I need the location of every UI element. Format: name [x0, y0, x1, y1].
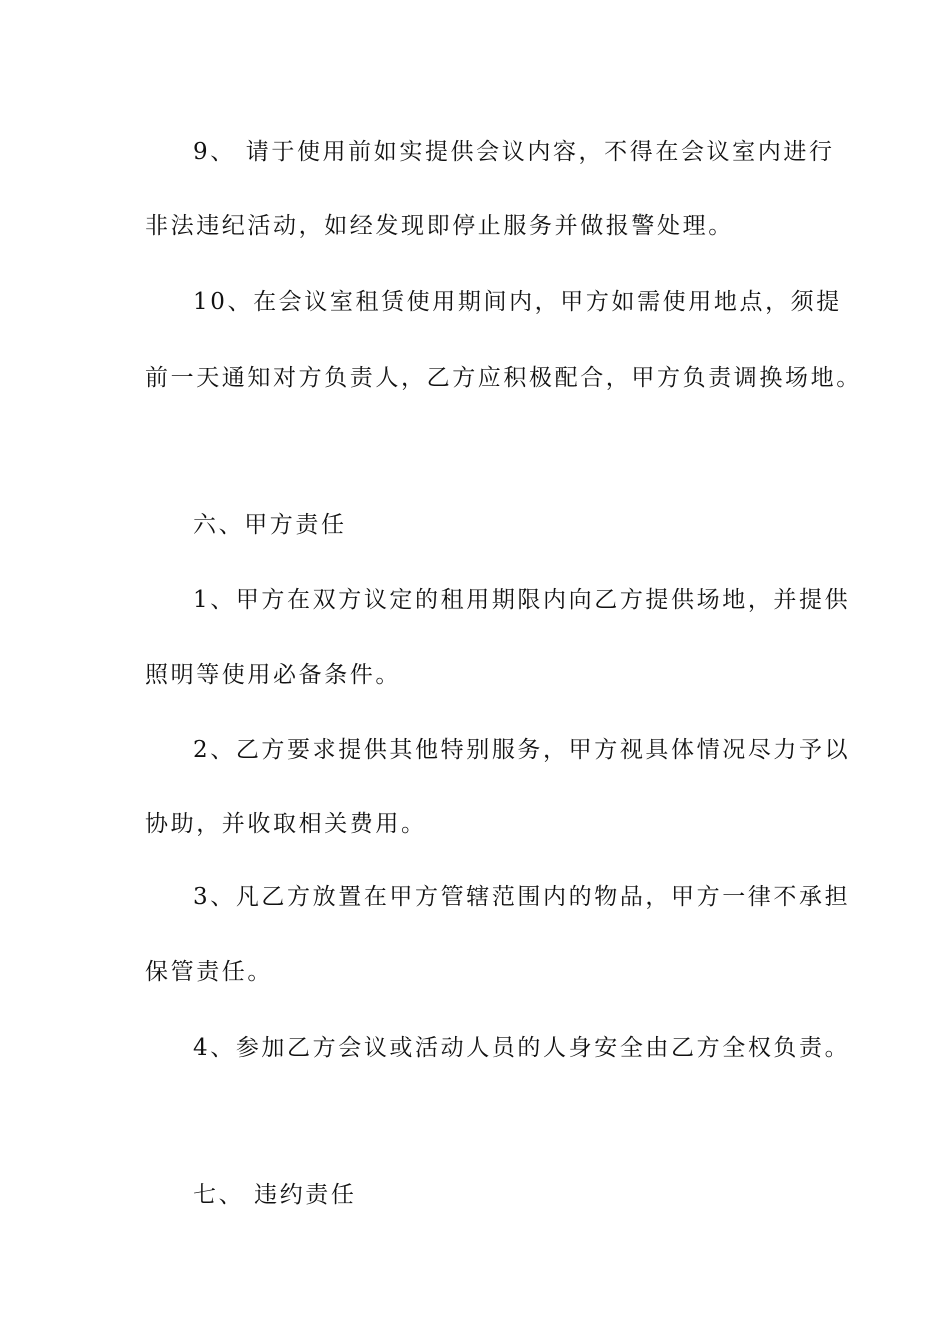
section-6-item-4-line-1: 4、参加乙方会议或活动人员的人身安全由乙方全权负责。 — [193, 1035, 851, 1061]
section-6-item-1-line-2: 照明等使用必备条件。 — [145, 662, 401, 688]
section-6-item-2-line-2: 协助，并收取相关费用。 — [145, 811, 427, 837]
clause-9-line-2: 非法违纪活动，如经发现即停止服务并做报警处理。 — [145, 213, 734, 239]
section-6-item-3-line-1: 3、凡乙方放置在甲方管辖范围内的物品，甲方一律不承担 — [193, 884, 851, 910]
clause-10-line-2: 前一天通知对方负责人，乙方应积极配合，甲方负责调换场地。 — [145, 365, 862, 391]
clause-10-line-1: 10、在会议室租赁使用期间内，甲方如需使用地点，须提 — [193, 289, 842, 315]
section-7-heading: 七、 违约责任 — [193, 1182, 357, 1208]
section-6-item-1-line-1: 1、甲方在双方议定的租用期限内向乙方提供场地，并提供 — [193, 587, 851, 613]
section-6-item-2-line-1: 2、乙方要求提供其他特别服务，甲方视具体情况尽力予以 — [193, 737, 851, 763]
section-6-heading: 六、甲方责任 — [193, 512, 347, 538]
clause-9-line-1: 9、 请于使用前如实提供会议内容，不得在会议室内进行 — [193, 139, 835, 165]
section-6-item-3-line-2: 保管责任。 — [145, 959, 273, 985]
